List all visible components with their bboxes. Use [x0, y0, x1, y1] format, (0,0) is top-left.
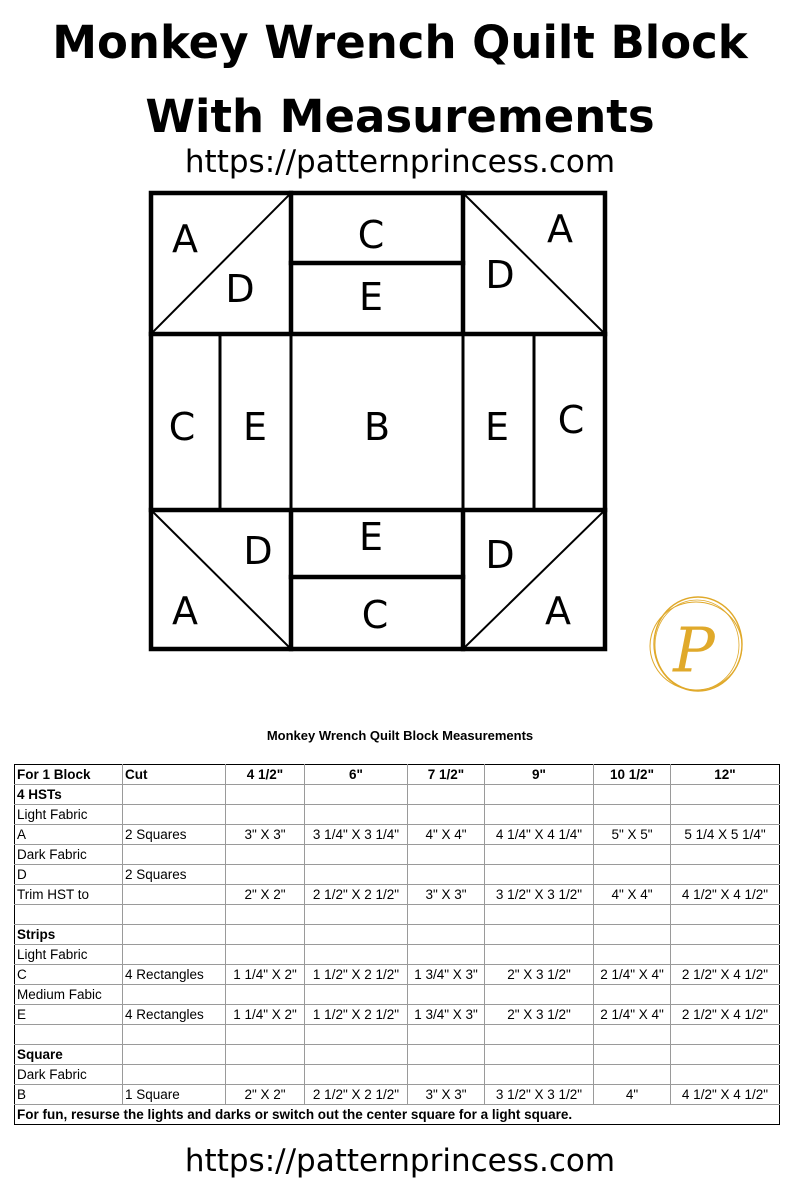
- table-cell: E: [15, 1005, 123, 1025]
- table-cell: 2" X 3 1/2": [485, 1005, 594, 1025]
- table-cell: [485, 1025, 594, 1045]
- table-cell: [123, 805, 226, 825]
- label-bottom-e: E: [358, 515, 384, 559]
- hst-diagonal-tl: [151, 193, 291, 334]
- table-cell: [226, 1025, 305, 1045]
- table-cell: [123, 885, 226, 905]
- table-cell: 1 1/2" X 2 1/2": [305, 965, 408, 985]
- table-cell: [408, 945, 485, 965]
- quilt-block-diagram: [140, 185, 620, 655]
- table-cell: [226, 785, 305, 805]
- table-cell: 4 Rectangles: [123, 965, 226, 985]
- page-title-line-1: Monkey Wrench Quilt Block: [52, 16, 748, 69]
- table-cell: [123, 945, 226, 965]
- table-cell: [671, 925, 780, 945]
- table-cell: [305, 1045, 408, 1065]
- table-cell: [226, 865, 305, 885]
- table-cell: 1 Square: [123, 1085, 226, 1105]
- table-cell: [305, 845, 408, 865]
- table-row: [15, 1045, 780, 1065]
- table-cell: 2 1/4" X 4": [594, 965, 671, 985]
- table-header-cell: 9": [485, 765, 594, 785]
- table-cell: [671, 945, 780, 965]
- table-cell: [408, 925, 485, 945]
- label-tr-a: A: [547, 207, 573, 251]
- label-right-c: C: [557, 398, 585, 442]
- label-left-c: C: [168, 405, 196, 449]
- table-header-cell: 6": [305, 765, 408, 785]
- table-cell: [226, 945, 305, 965]
- table-cell: [408, 805, 485, 825]
- table-header-cell: 10 1/2": [594, 765, 671, 785]
- table-cell: [594, 905, 671, 925]
- table-cell: [594, 985, 671, 1005]
- table-cell: [226, 805, 305, 825]
- table-cell: 3" X 3": [408, 885, 485, 905]
- table-cell: [305, 865, 408, 885]
- table-cell: [671, 865, 780, 885]
- table-cell: 3 1/2" X 3 1/2": [485, 1085, 594, 1105]
- table-header-row: [15, 765, 780, 785]
- table-header-cell: 4 1/2": [226, 765, 305, 785]
- site-url-bottom[interactable]: https://patternprincess.com: [184, 1143, 616, 1179]
- table-cell: [594, 1045, 671, 1065]
- label-tl-a: A: [172, 217, 198, 261]
- table-cell: [594, 845, 671, 865]
- table-cell: [671, 985, 780, 1005]
- svg-text:P: P: [673, 613, 715, 687]
- table-cell: [671, 785, 780, 805]
- label-bottom-c: C: [361, 593, 389, 637]
- table-cell: Dark Fabric: [15, 845, 123, 865]
- table-cell: 2 1/2" X 2 1/2": [305, 885, 408, 905]
- table-cell: 4 1/2" X 4 1/2": [671, 1085, 780, 1105]
- table-cell: 4 Rectangles: [123, 1005, 226, 1025]
- table-cell: [485, 845, 594, 865]
- table-row: [15, 985, 780, 1005]
- table-cell: 3" X 3": [408, 1085, 485, 1105]
- table-cell: [305, 925, 408, 945]
- table-cell: [123, 905, 226, 925]
- table-cell: [408, 1065, 485, 1085]
- table-cell: [594, 1065, 671, 1085]
- table-cell: D: [15, 865, 123, 885]
- table-cell: [15, 1025, 123, 1045]
- table-cell: 1 3/4" X 3": [408, 965, 485, 985]
- table-row: [15, 1025, 780, 1045]
- table-row: [15, 905, 780, 925]
- table-cell: [408, 1025, 485, 1045]
- table-cell: 3 1/2" X 3 1/2": [485, 885, 594, 905]
- table-cell: 3" X 3": [226, 825, 305, 845]
- table-row: [15, 825, 780, 845]
- table-row: [15, 805, 780, 825]
- label-tl-d: D: [225, 267, 255, 311]
- table-cell: 4": [594, 1085, 671, 1105]
- table-cell: 4 1/2" X 4 1/2": [671, 885, 780, 905]
- table-cell: 2" X 3 1/2": [485, 965, 594, 985]
- table-cell: 3 1/4" X 3 1/4": [305, 825, 408, 845]
- table-cell: B: [15, 1085, 123, 1105]
- table-cell: [594, 865, 671, 885]
- table-cell: [123, 1045, 226, 1065]
- table-cell: A: [15, 825, 123, 845]
- table-cell: [15, 905, 123, 925]
- table-cell: [485, 985, 594, 1005]
- table-cell: [485, 1065, 594, 1085]
- table-cell: [408, 785, 485, 805]
- table-row: [15, 925, 780, 945]
- table-cell: [408, 845, 485, 865]
- table-cell: [226, 1065, 305, 1085]
- table-cell: Light Fabric: [15, 945, 123, 965]
- table-cell: [305, 905, 408, 925]
- label-top-e: E: [358, 275, 384, 319]
- table-cell: [594, 1025, 671, 1045]
- table-cell: 2 1/2" X 4 1/2": [671, 965, 780, 985]
- hst-diagonal-br: [463, 510, 605, 649]
- pattern-princess-logo-icon: [642, 592, 752, 702]
- table-cell: [485, 905, 594, 925]
- table-row: [15, 865, 780, 885]
- table-cell: 2 1/4" X 4": [594, 1005, 671, 1025]
- table-cell: 5" X 5": [594, 825, 671, 845]
- table-cell: [123, 925, 226, 945]
- label-left-e: E: [242, 405, 268, 449]
- table-cell: [485, 805, 594, 825]
- table-cell: 2 Squares: [123, 865, 226, 885]
- label-right-e: E: [484, 405, 510, 449]
- table-cell: [305, 785, 408, 805]
- table-cell: [408, 865, 485, 885]
- table-cell: 1 1/4" X 2": [226, 1005, 305, 1025]
- label-center-b: B: [363, 405, 391, 449]
- table-cell: 2 1/2" X 4 1/2": [671, 1005, 780, 1025]
- site-url-top[interactable]: https://patternprincess.com: [184, 144, 616, 180]
- table-cell: 2 1/2" X 2 1/2": [305, 1085, 408, 1105]
- label-br-d: D: [485, 533, 515, 577]
- table-cell: [305, 1025, 408, 1045]
- label-bl-d: D: [243, 529, 273, 573]
- table-note: For fun, resurse the lights and darks or switch out the center square for a light square.: [15, 1105, 780, 1125]
- table-cell: [485, 865, 594, 885]
- table-row: [15, 945, 780, 965]
- table-cell: [305, 1065, 408, 1085]
- label-br-a: A: [545, 589, 571, 633]
- label-tr-d: D: [485, 253, 515, 297]
- table-cell: [594, 925, 671, 945]
- table-header-cell: 12": [671, 765, 780, 785]
- table-cell: C: [15, 965, 123, 985]
- table-cell: [485, 785, 594, 805]
- table-cell: [671, 1025, 780, 1045]
- table-header-cell: Cut: [123, 765, 226, 785]
- table-cell: [671, 1065, 780, 1085]
- hst-diagonal-tr: [463, 193, 605, 334]
- table-cell: [226, 925, 305, 945]
- table-cell: 4 1/4" X 4 1/4": [485, 825, 594, 845]
- table-cell: 2" X 2": [226, 885, 305, 905]
- measurements-table: [14, 764, 780, 1125]
- table-cell: [305, 805, 408, 825]
- table-cell: [671, 805, 780, 825]
- table-cell: [123, 1065, 226, 1085]
- table-cell: Dark Fabric: [15, 1065, 123, 1085]
- table-cell: [671, 1045, 780, 1065]
- table-cell: 2" X 2": [226, 1085, 305, 1105]
- table-header-cell: 7 1/2": [408, 765, 485, 785]
- table-cell: [305, 945, 408, 965]
- table-cell: Light Fabric: [15, 805, 123, 825]
- table-header-cell: For 1 Block: [15, 765, 123, 785]
- table-row: [15, 845, 780, 865]
- table-cell: [226, 1045, 305, 1065]
- table-cell: [671, 905, 780, 925]
- table-cell: 4" X 4": [408, 825, 485, 845]
- table-cell: [123, 985, 226, 1005]
- table-cell: [594, 805, 671, 825]
- table-row: [15, 1005, 780, 1025]
- table-row: [15, 965, 780, 985]
- table-cell: 4" X 4": [594, 885, 671, 905]
- table-title: Monkey Wrench Quilt Block Measurements: [266, 728, 534, 743]
- page-title-line-2: With Measurements: [145, 90, 655, 143]
- label-top-c: C: [357, 213, 385, 257]
- table-cell: [226, 985, 305, 1005]
- table-row: [15, 1065, 780, 1085]
- table-cell: Square: [15, 1045, 123, 1065]
- table-cell: [485, 1045, 594, 1065]
- table-cell: [123, 1025, 226, 1045]
- table-cell: [226, 845, 305, 865]
- table-cell: 5 1/4 X 5 1/4": [671, 825, 780, 845]
- table-cell: [485, 945, 594, 965]
- table-cell: Strips: [15, 925, 123, 945]
- table-cell: [594, 785, 671, 805]
- table-cell: 2 Squares: [123, 825, 226, 845]
- table-cell: [305, 985, 408, 1005]
- table-cell: 1 1/4" X 2": [226, 965, 305, 985]
- table-cell: [671, 845, 780, 865]
- table-cell: Medium Fabic: [15, 985, 123, 1005]
- table-cell: [594, 945, 671, 965]
- table-row: [15, 785, 780, 805]
- table-cell: [123, 785, 226, 805]
- table-cell: [408, 905, 485, 925]
- table-cell: [408, 985, 485, 1005]
- table-note-row: [15, 1105, 780, 1125]
- table-cell: [226, 905, 305, 925]
- table-cell: [485, 925, 594, 945]
- table-cell: 1 1/2" X 2 1/2": [305, 1005, 408, 1025]
- table-row: [15, 1085, 780, 1105]
- table-cell: [123, 845, 226, 865]
- table-cell: 4 HSTs: [15, 785, 123, 805]
- table-cell: [408, 1045, 485, 1065]
- label-bl-a: A: [172, 589, 198, 633]
- table-cell: 1 3/4" X 3": [408, 1005, 485, 1025]
- table-row: [15, 885, 780, 905]
- table-cell: Trim HST to: [15, 885, 123, 905]
